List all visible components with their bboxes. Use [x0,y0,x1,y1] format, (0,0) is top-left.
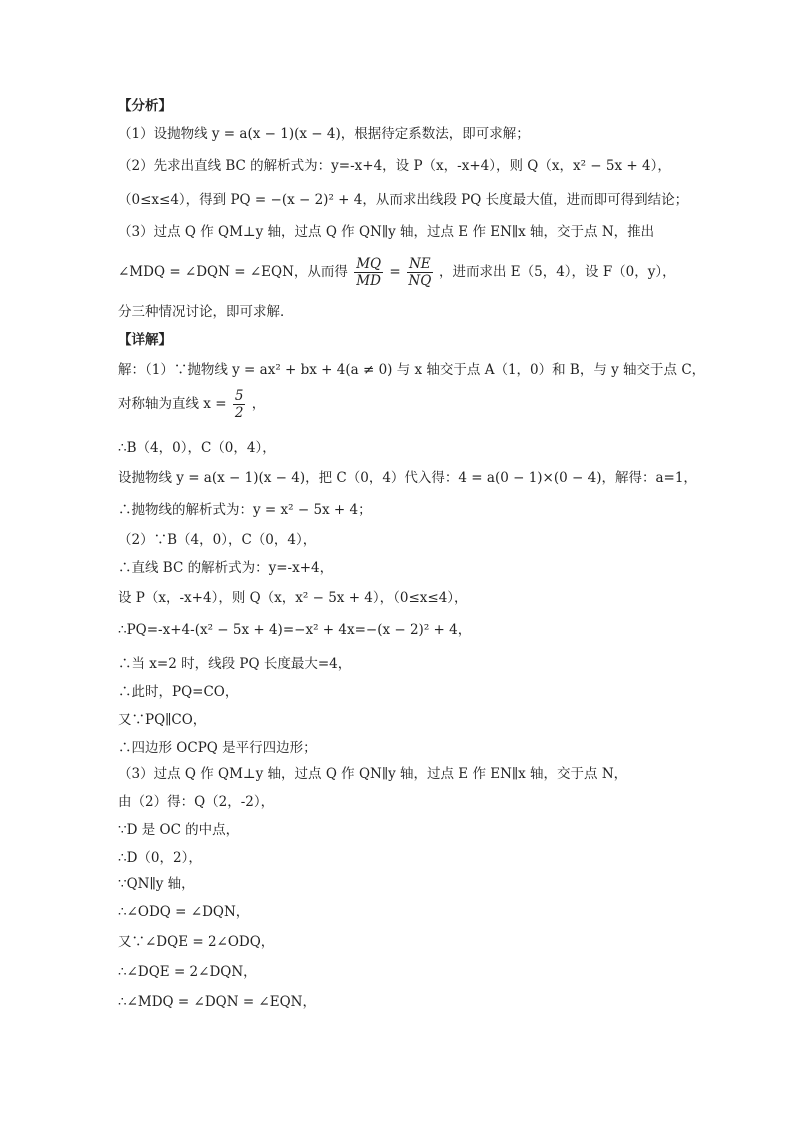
detail-line-2 [118,386,265,422]
detail-line-18: ∵QN∥y 轴， [118,876,195,892]
detail-line-10: ∴当 x=2 时，线段 PQ 长度最大=4， [118,656,352,672]
detail-heading: 【详解】 [118,332,172,348]
detail-line-4: 设抛物线 y = a(x − 1)(x − 4)，把 C（0，4）代入得：4 = a(0 − 1)×(0 − 4)，解得：a=1， [118,470,697,486]
detail-line-9: ∴PQ=-x+4-(x² − 5x + 4)=−x² + 4x=−(x − 2)² + 4， [118,622,472,638]
analysis-line-4: （3）过点 Q 作 QM⊥y 轴，过点 Q 作 QN∥y 轴，过点 E 作 EN∥x 轴，交于点 N，推出 [118,224,655,240]
analysis-line-6: 分三种情况讨论，即可求解． [118,304,294,320]
analysis-heading: 【分析】 [118,98,172,114]
detail-line-11: ∴此时，PQ=CO， [118,684,239,700]
detail-line-21: ∴∠DQE = 2∠DQN， [118,964,257,980]
fraction-mq-md [354,256,383,289]
fraction-denominator: MD [356,273,381,289]
analysis-line-1: （1）设抛物线 y = a(x − 1)(x − 4)，根据待定系数法，即可求解； [118,126,530,142]
detail-line-12: 又∵PQ∥CO， [118,712,207,728]
detail-line-3: ∴B（4，0），C（0，4）， [118,440,276,456]
analysis-line-5 [118,254,676,290]
analysis-line-2: （2）先求出直线 BC 的解析式为：y=-x+4，设 P（x，-x+4），则 Q（x，x² − 5x + 4）， [118,158,671,174]
detail-line-6: （2）∵B（4，0），C（0，4）， [118,532,317,548]
fraction-denominator: NQ [408,273,432,289]
detail-line-13: ∴四边形 OCPQ 是平行四边形； [118,740,317,756]
analysis-line-5-post: ，进而求出 E（5，4），设 F（0，y）， [438,264,676,280]
detail-line-5: ∴抛物线的解析式为：y = x² − 5x + 4； [118,502,372,518]
detail-line-8: 设 P（x，-x+4），则 Q（x，x² − 5x + 4），（0≤x≤4）， [118,590,468,606]
fraction-numerator: NE [408,256,431,272]
fraction-denominator: 2 [234,405,244,421]
analysis-line-5-pre: ∠MDQ = ∠DQN = ∠EQN，从而得 [118,264,348,280]
detail-line-2-post: ， [251,396,266,412]
equals-sign: = [389,264,401,280]
detail-line-1: 解：（1）∵抛物线 y = ax² + bx + 4(a ≠ 0) 与 x 轴交于点 A（1，0）和 B，与 y 轴交于点 C， [118,362,706,378]
detail-line-7: ∴直线 BC 的解析式为：y=-x+4， [118,560,334,576]
detail-line-19: ∴∠ODQ = ∠DQN， [118,904,250,920]
detail-line-14: （3）过点 Q 作 QM⊥y 轴，过点 Q 作 QN∥y 轴，过点 E 作 EN∥x 轴，交于点 N， [118,766,628,782]
analysis-line-3: （0≤x≤4），得到 PQ = −(x − 2)² + 4，从而求出线段 PQ 长度最大值，进而即可得到结论； [118,192,689,208]
detail-line-22: ∴∠MDQ = ∠DQN = ∠EQN， [118,994,316,1010]
detail-line-2-pre: 对称轴为直线 x = [118,396,227,412]
fraction-numerator: 5 [234,388,244,404]
fraction-numerator: MQ [356,256,382,272]
detail-line-16: ∵D 是 OC 的中点， [118,822,240,838]
detail-line-17: ∴D（0，2）， [118,850,202,866]
detail-line-20: 又∵∠DQE = 2∠ODQ， [118,934,275,950]
fraction-five-halves [233,388,246,421]
fraction-ne-nq [407,256,433,289]
detail-line-15: 由（2）得：Q（2，-2）， [118,794,275,810]
